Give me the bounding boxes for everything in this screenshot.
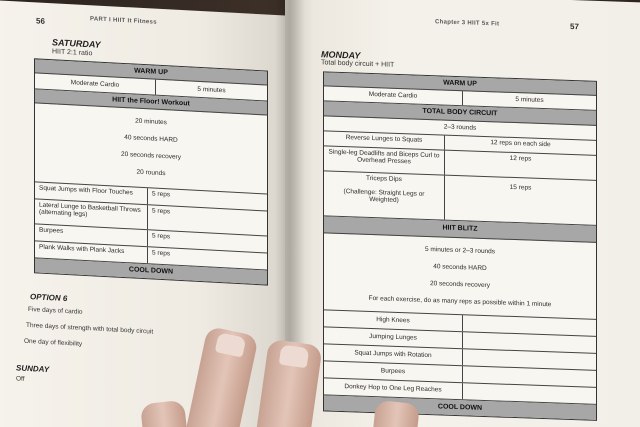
blitz-line: 20 seconds recovery (430, 280, 490, 290)
blitz-line: 5 minutes or 2–3 rounds (424, 245, 496, 256)
cool-down-bar: COOL DOWN (324, 395, 596, 419)
warm-up-bar: WARM UP (324, 72, 596, 95)
exercise-reps: 5 reps (152, 207, 171, 216)
saturday-table (34, 58, 268, 285)
circuit-reps: 15 reps (509, 183, 532, 192)
circuit-reps: 12 reps on each side (490, 139, 551, 149)
workout-line: 40 seconds HARD (124, 134, 178, 144)
fingernail (279, 344, 310, 368)
circuit-rounds: 2–3 rounds (324, 116, 596, 140)
blitz-line: For each exercise, do as many reps as possible within 1 minute (368, 294, 552, 309)
monday-heading: MONDAY (321, 49, 361, 61)
option-line: One day of flexibility (24, 337, 83, 348)
warm-up-bar: WARM UP (35, 59, 267, 85)
saturday-heading: SATURDAY (52, 37, 101, 50)
warm-up-duration: 5 minutes (197, 85, 226, 95)
saturday-ratio: HIIT 2:1 ratio (52, 48, 93, 58)
workout-details (35, 103, 267, 194)
exercise-name: Plank Walks with Plank Jacks (35, 241, 148, 263)
finger (140, 400, 188, 427)
blitz-line: 40 seconds HARD (433, 263, 487, 273)
blitz-details (324, 233, 596, 319)
circuit-exercise: Triceps Dips (Challenge: Straight Legs or Weighted) (324, 171, 445, 219)
right-running-header: Chapter 3 HIIT 5x Fit (435, 19, 500, 28)
blitz-exercise: Jumping Lunges (324, 327, 463, 348)
exercise-name: Squat Jumps with Floor Touches (35, 182, 148, 204)
option-line: Five days of cardio (28, 305, 83, 316)
blitz-title-bar: HIIT BLITZ (324, 216, 596, 242)
blitz-exercise: Donkey Hop to One Leg Reaches (324, 378, 463, 399)
sunday-heading: SUNDAY (16, 363, 50, 375)
cool-down-bar: COOL DOWN (35, 258, 267, 284)
monday-table (323, 71, 597, 421)
circuit-exercise: Single-leg Deadlifts and Biceps Curl to Overhead Presses (324, 146, 445, 174)
option-6-heading: OPTION 6 (30, 292, 68, 304)
warm-up-activity: Moderate Cardio (324, 86, 463, 105)
exercise-reps: 5 reps (152, 232, 171, 241)
right-page-number: 57 (570, 21, 579, 32)
exercise-name: Lateral Lunge to Basketball Throws (alternating legs) (35, 199, 148, 229)
monday-subtitle: Total body circuit + HIIT (321, 59, 395, 69)
blitz-exercise: Burpees (324, 361, 463, 382)
exercise-reps: 5 reps (152, 190, 171, 199)
exercise-reps: 5 reps (152, 249, 171, 258)
warm-up-activity: Moderate Cardio (35, 73, 156, 94)
left-page-number: 56 (36, 16, 45, 26)
blitz-exercise: Squat Jumps with Rotation (324, 344, 463, 365)
circuit-reps: 12 reps (509, 154, 532, 163)
workout-line: 20 minutes (135, 117, 167, 127)
workout-title-bar: HIIT the Floor! Workout (35, 89, 267, 115)
sunday-note: Off (16, 375, 25, 383)
left-running-header: PART I HIIT It Fitness (90, 16, 157, 26)
right-page (285, 0, 640, 427)
circuit-exercise: Reverse Lunges to Squats (324, 131, 445, 149)
exercise-name: Burpees (35, 224, 148, 246)
blitz-exercise: High Knees (324, 310, 463, 331)
fingernail (215, 332, 247, 357)
warm-up-duration: 5 minutes (515, 96, 544, 105)
workout-line: 20 rounds (136, 168, 166, 178)
circuit-title-bar: TOTAL BODY CIRCUIT (324, 101, 596, 125)
workout-line: 20 seconds recovery (121, 150, 181, 162)
option-line: Three days of strength with total body circuit (26, 321, 154, 336)
